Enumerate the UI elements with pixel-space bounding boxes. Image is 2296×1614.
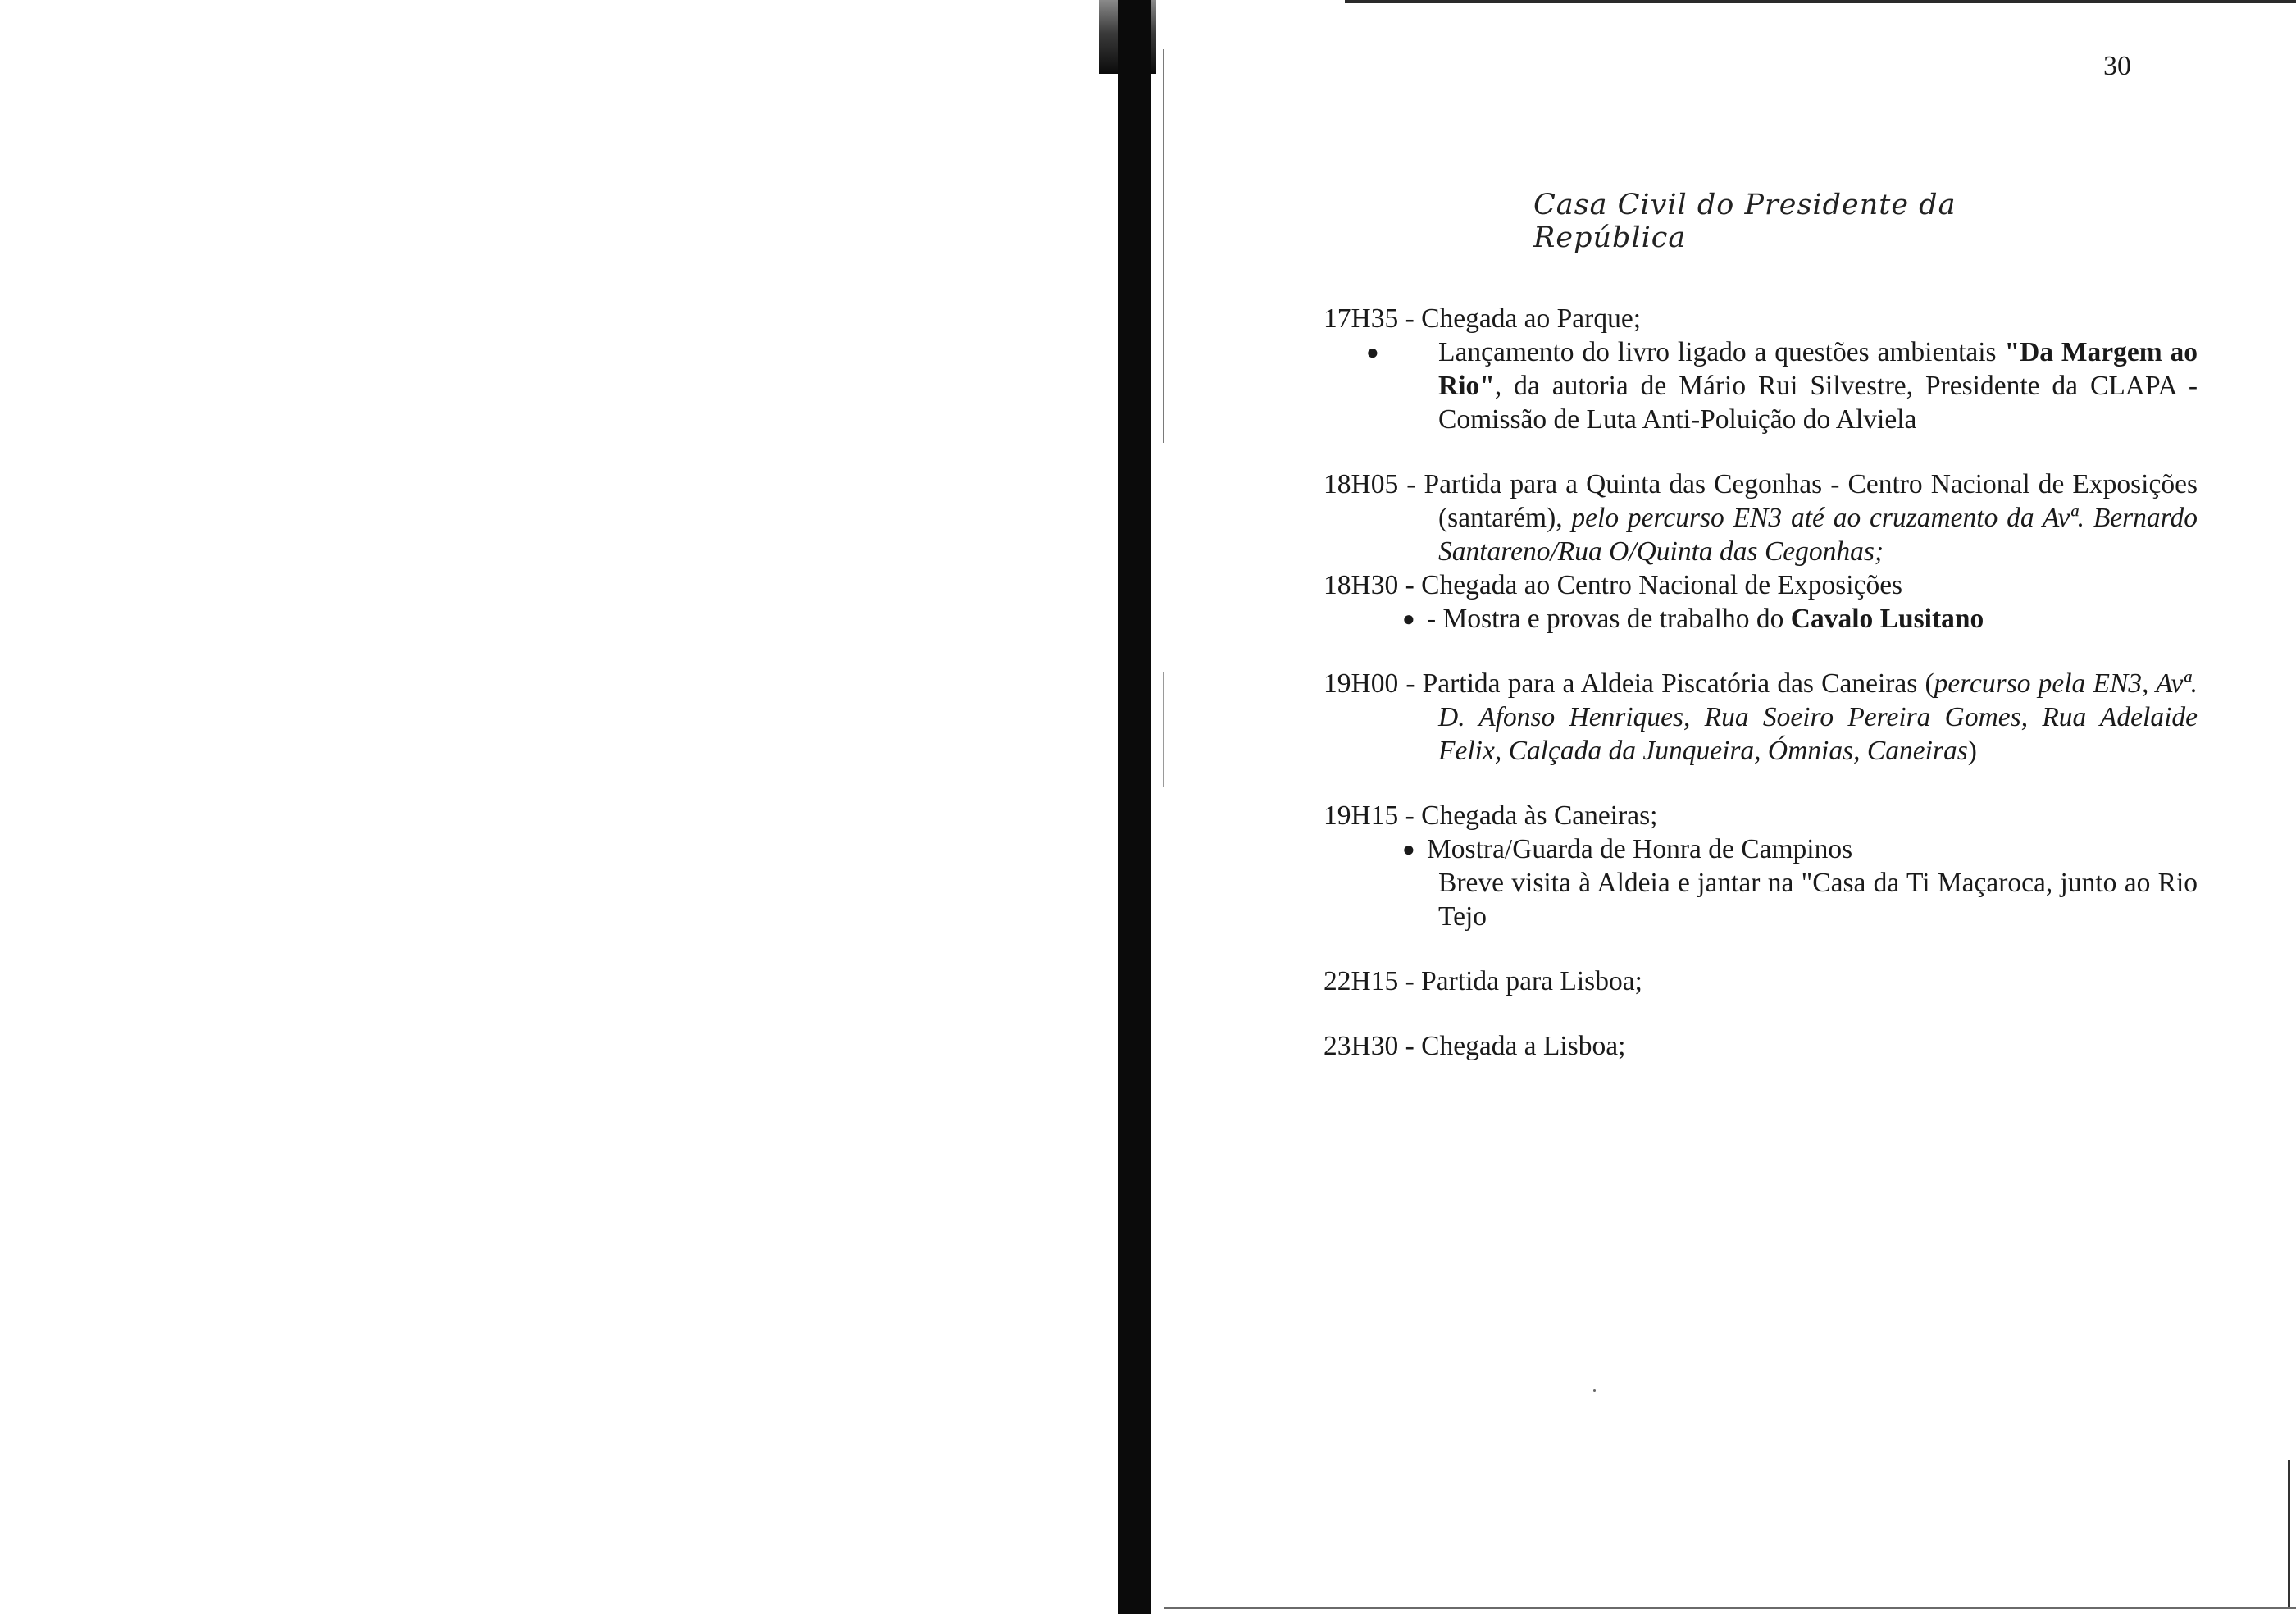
schedule-entry: 19H00 - Partida para a Aldeia Piscatória das Caneiras (percurso pela EN3, Avª. D. Afonso Henriques, Rua Soeiro Pereira Gomes, Rua Adelaide Felix, Calçada da Junqueira, Ómnias, Caneiras) (1323, 668, 2198, 766)
gutter-line (1163, 49, 1164, 443)
entry-subitem (1402, 602, 2198, 636)
letterhead: Casa Civil do Presidente da República (1533, 189, 1957, 254)
entry-subitem (1366, 335, 2198, 436)
subitem-text: , da autoria de Mário Rui Silvestre, Presidente da CLAPA - Comissão de Luta Anti-Poluição do Alviela (1438, 371, 2198, 435)
entry-text: Partida para a Aldeia Piscatória das Caneiras ( (1422, 668, 1934, 699)
schedule-entry: 17H35 - Chegada ao Parque; ● Lançamento do livro ligado a questões ambientais "Da Margem ao Rio", da autoria de Mário Rui Silvestre, Presidente da CLAPA - Comissão de Luta Anti-Poluição do Alviela (1323, 303, 2198, 435)
entry-subitem (1402, 832, 2198, 866)
entry-text: ) (1967, 736, 1977, 766)
entry-time: 23H30 (1323, 1031, 1399, 1061)
entry-time: 19H15 (1323, 800, 1399, 831)
entry-time: 22H15 (1323, 966, 1399, 996)
entry-time: 18H30 (1323, 570, 1399, 600)
schedule-entry: 23H30 - Chegada a Lisboa; (1323, 1031, 1626, 1061)
entry-time: 19H00 (1323, 668, 1399, 699)
entry-text: Partida para Lisboa; (1421, 966, 1642, 996)
subitem-text: Lançamento do livro ligado a questões ambientais (1438, 337, 2005, 367)
highlight-text: Cavalo Lusitano (1790, 604, 1984, 634)
top-edge-rule (1345, 0, 2296, 3)
entry-text: Chegada às Caneiras; (1421, 800, 1658, 831)
entry-time: 18H05 (1323, 469, 1399, 499)
right-edge-mark (2288, 1460, 2290, 1607)
bullet-icon: ● (1366, 340, 1379, 364)
entry-time: 17H35 (1323, 303, 1399, 334)
subitem-text: Mostra/Guarda de Honra de Campinos (1427, 834, 1853, 864)
schedule (1323, 302, 2198, 1063)
bottom-edge-rule (1164, 1607, 2296, 1609)
scan-speck (1593, 1389, 1596, 1392)
book-spine-shadow (1118, 0, 1151, 1614)
route-text: pelo percurso EN3 até ao cruzamento da Avª. Bernardo Santareno/Rua O/Quinta das Cegonhas; (1438, 503, 2198, 567)
subitem-text: - Mostra e provas de trabalho do (1427, 604, 1791, 634)
bullet-icon: ● (1402, 607, 1415, 631)
entry-subitem (1438, 866, 2198, 933)
route-text: percurso pela EN3, Avª. D. Afonso Henriques, Rua Soeiro Pereira Gomes, Rua Adelaide Felix, Calçada da Junqueira, Ómnias, Caneiras (1438, 668, 2198, 766)
schedule-entry: 18H30 - Chegada ao Centro Nacional de Exposições ● - Mostra e provas de trabalho do Cavalo Lusitano (1323, 568, 2198, 636)
entry-text: Chegada ao Parque; (1421, 303, 1642, 334)
schedule-entry: 19H15 - Chegada às Caneiras; ● Mostra/Guarda de Honra de Campinos Breve visita à Aldeia e jantar na "Casa da Ti Maçaroca, junto ao Rio Tejo (1323, 800, 2198, 932)
page-number: 30 (2103, 51, 2131, 81)
entry-text: Chegada ao Centro Nacional de Exposições (1421, 570, 1903, 600)
bullet-icon: ● (1402, 837, 1415, 861)
subitem-text: Breve visita à Aldeia e jantar na "Casa da Ti Maçaroca, junto ao Rio Tejo (1438, 868, 2198, 932)
book-title: "Da Margem ao Rio" (1438, 337, 2198, 401)
schedule-entry: 18H05 - Partida para a Quinta das Cegonhas - Centro Nacional de Exposições (santarém), pelo percurso EN3 até ao cruzamento da Avª. Bernardo Santareno/Rua O/Quinta das Cegonhas; (1323, 469, 2198, 567)
schedule-entry: 22H15 - Partida para Lisboa; (1323, 966, 1642, 996)
entry-text: Partida para a Quinta das Cegonhas - Centro Nacional de Exposições (santarém), (1424, 469, 2198, 533)
gutter-line (1163, 672, 1164, 787)
entry-text: Chegada a Lisboa; (1421, 1031, 1626, 1061)
